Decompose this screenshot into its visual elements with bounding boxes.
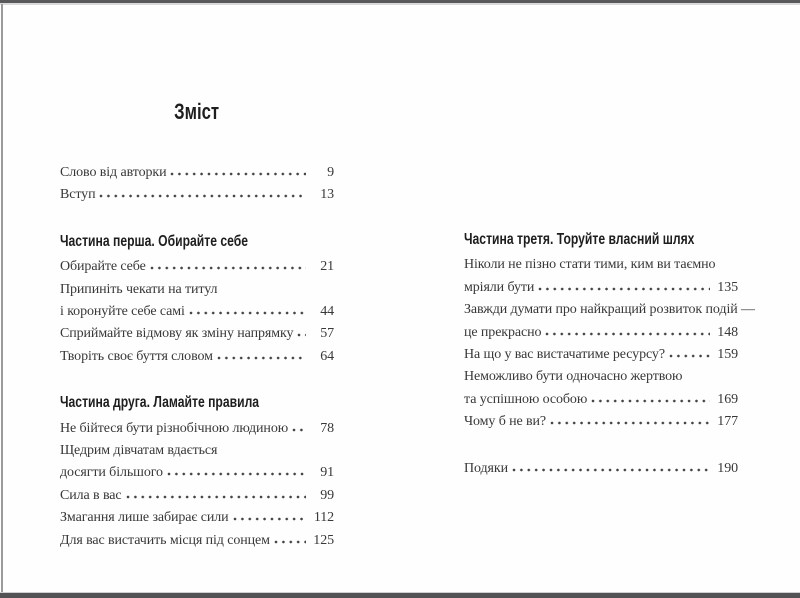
page-number: 9 [327,165,334,180]
entry-text: Обирайте себе [60,259,146,275]
dot-leader [538,287,710,291]
page-number: 78 [320,420,334,436]
toc-entry [60,184,334,206]
page-number: 159 [717,347,738,363]
section-heading [60,231,334,253]
toc-block [464,458,738,480]
toc-entry [60,530,334,552]
toc-entry [60,279,334,301]
page-number: 177 [717,414,738,430]
toc-entry [60,162,334,184]
scan-edge-bottom [0,593,800,598]
page-number: 91 [320,465,334,481]
scan-edge-left [1,4,3,592]
toc-entry [60,256,334,278]
entry-text: Не бійтеся бути різнобічною людиною [60,420,289,436]
entry-text: і коронуйте себе самі [60,304,185,320]
dot-leader [297,333,306,337]
page-number: 190 [717,460,738,476]
toc-entry [464,411,738,433]
toc-entry [464,322,738,344]
page-number: 125 [313,532,334,548]
toc-entry [60,507,334,529]
section-heading-text: Частина друга. Ламайте правила [60,394,260,412]
entry-text: На що у вас вистачатиме ресурсу? [464,347,665,363]
page-number: 57 [320,326,334,342]
toc-column-left [60,162,334,552]
toc-entry [60,485,334,507]
toc-entry [60,462,334,484]
entry-text: досягти більшого [60,465,163,481]
dot-leader [126,495,307,499]
toc-column-right [464,229,755,480]
entry-text: Подяки [464,460,508,476]
dot-leader [292,428,306,432]
toc-entry [464,344,738,366]
toc-entry [60,323,334,345]
page-number: 21 [320,259,334,275]
toc-block [464,229,755,434]
entry-text: Завжди думати про найкращий розвиток подій — [464,302,755,318]
toc-entry [60,301,334,323]
section-heading-text: Частина третя. Торуйте власний шлях [464,231,695,248]
toc-entry [464,299,755,321]
dot-leader [233,517,306,521]
page-number: 44 [320,304,334,320]
dot-leader [512,468,710,472]
entry-text: Чому б не ви? [464,414,547,430]
dot-leader [167,472,306,476]
entry-text: Змагання лише забирає сили [60,510,229,526]
dot-leader [99,194,306,198]
entry-text: Для вас вистачить місця під сонцем [60,532,270,548]
page-number: 99 [320,487,334,503]
toc-entry [464,458,738,480]
toc-entry [464,389,738,411]
entry-text: Щедрим дівчатам вдається [60,443,218,459]
dot-leader [217,356,306,360]
entry-text: це прекрасно [464,324,542,340]
dot-leader [189,311,306,315]
toc-block [60,162,334,207]
dot-leader [150,266,306,270]
page-number: 148 [717,324,738,340]
dot-leader [591,399,710,403]
toc-entry [60,346,334,368]
entry-text: мріяли бути [464,279,535,295]
toc-entry [60,418,334,440]
entry-text: Слово від авторки [60,165,167,180]
section-heading [464,229,738,251]
dot-leader [669,354,710,358]
toc-entry [464,366,738,388]
toc-entry [60,440,334,462]
entry-text: Вступ [60,187,96,203]
toc-block [60,231,334,368]
dot-leader [170,172,306,176]
page-number: 64 [320,348,334,364]
toc-entry [464,277,738,299]
page-title [60,100,334,124]
page-number: 135 [717,279,738,295]
dot-leader [274,540,306,544]
section-heading-text: Частина перша. Обирайте себе [60,232,249,250]
entry-text: Сприймайте відмову як зміну напрямку [60,326,294,342]
section-heading [60,392,334,414]
entry-text: Сила в вас [60,487,122,503]
scan-edge-top-light [0,3,800,5]
dot-leader [550,421,710,425]
entry-text: та успішною особою [464,391,588,407]
page-number: 13 [320,187,334,203]
entry-text: Припиніть чекати на титул [60,281,218,297]
entry-text: Творіть своє буття словом [60,348,213,364]
entry-text: Неможливо бути одночасно жертвою [464,369,683,385]
entry-text: Ніколи не пізно стати тими, ким ви таємно [464,257,716,273]
page-number: 169 [717,391,738,407]
page-number: 112 [313,510,334,526]
page-title-text: Зміст [174,99,220,124]
toc-block [60,392,334,552]
toc-entry [464,254,738,276]
dot-leader [545,332,710,336]
